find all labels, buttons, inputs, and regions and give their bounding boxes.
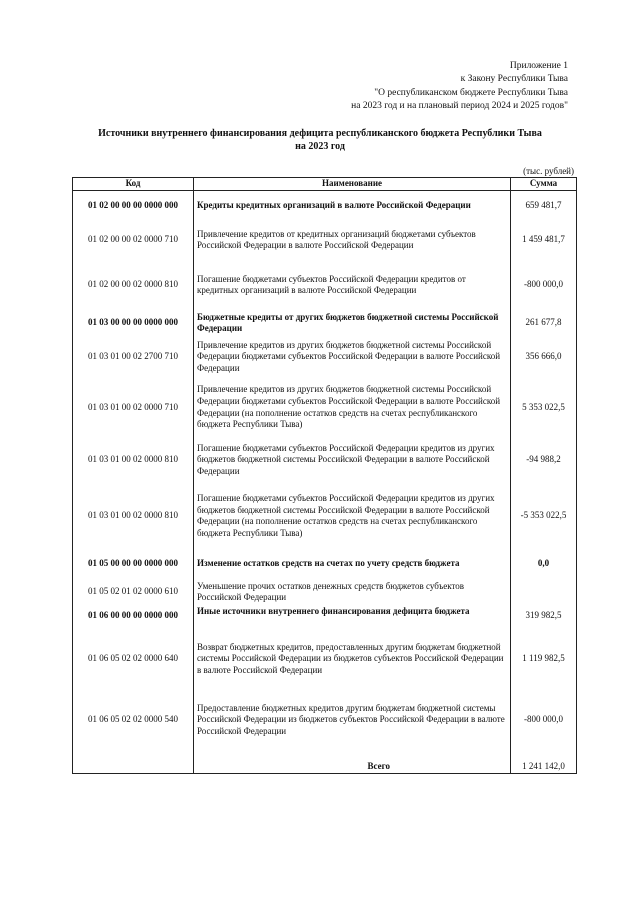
row-name: Возврат бюджетных кредитов, предоставленных другим бюджетам бюджетной системы Российской Федерации из бюджетов субъектов Российской Федерации в валюте Российской Федерации bbox=[194, 627, 511, 691]
row-sum: 356 666,0 bbox=[511, 336, 577, 378]
row-code: 01 03 00 00 00 0000 000 bbox=[73, 310, 194, 336]
total-sum: 1 241 142,0 bbox=[511, 749, 577, 773]
appendix-line: "О республиканском бюджете Республики Тыва bbox=[374, 87, 568, 98]
title-line: на 2023 год bbox=[295, 141, 345, 152]
row-sum: 5 353 022,5 bbox=[511, 378, 577, 437]
row-sum bbox=[511, 579, 577, 605]
row-sum: -5 353 022,5 bbox=[511, 483, 577, 549]
appendix-line: Приложение 1 bbox=[509, 61, 568, 71]
table-row bbox=[73, 627, 577, 691]
row-name: Привлечение кредитов от кредитных организаций бюджетами субъектов Российской Федерации в валюте Российской Федерации bbox=[194, 220, 511, 260]
row-code: 01 03 01 00 02 0000 810 bbox=[73, 437, 194, 483]
row-sum: 1 119 982,5 bbox=[511, 627, 577, 691]
row-code: 01 03 01 00 02 0000 710 bbox=[73, 378, 194, 437]
row-sum: 1 459 481,7 bbox=[511, 220, 577, 260]
row-name: Уменьшение прочих остатков денежных средств бюджетов субъектов Российской Федерации bbox=[194, 579, 511, 605]
table-row bbox=[73, 190, 577, 220]
table-row bbox=[73, 549, 577, 579]
row-sum: 261 677,8 bbox=[511, 310, 577, 336]
table-row bbox=[73, 260, 577, 310]
row-name: Привлечение кредитов из других бюджетов бюджетной системы Российской Федерации бюджетами субъектов Российской Федерации в валюте Российской Федерации (на пополнение остатков средств на счетах республиканского бюджета Республики Тыва) bbox=[194, 378, 511, 437]
row-code: 01 06 05 02 02 0000 640 bbox=[73, 627, 194, 691]
row-sum: -800 000,0 bbox=[511, 260, 577, 310]
appendix-line: на 2023 год и на плановый период 2024 и 2025 годов" bbox=[351, 100, 568, 111]
row-code: 01 02 00 00 02 0000 710 bbox=[73, 220, 194, 260]
row-name: Привлечение кредитов из других бюджетов бюджетной системы Российской Федерации бюджетами субъектов Российской Федерации в валюте Российской Федерации bbox=[194, 336, 511, 378]
row-code: 01 06 05 02 02 0000 540 bbox=[73, 691, 194, 749]
table-row bbox=[73, 336, 577, 378]
table-row bbox=[73, 605, 577, 627]
row-sum: -94 988,2 bbox=[511, 437, 577, 483]
title-line: Источники внутреннего финансирования дефицита республиканского бюджета Республики Тыва bbox=[98, 128, 542, 139]
row-name: Бюджетные кредиты от других бюджетов бюджетной системы Российской Федерации bbox=[194, 310, 511, 336]
row-name: Кредиты кредитных организаций в валюте Российской Федерации bbox=[194, 190, 511, 220]
table-row bbox=[73, 220, 577, 260]
table-row bbox=[73, 437, 577, 483]
row-name: Погашение бюджетами субъектов Российской Федерации кредитов из других бюджетов бюджетной системы Российской Федерации в валюте Российской Федерации (на пополнение остатков средств на счетах республиканского бюджета Республики Тыва) bbox=[194, 483, 511, 549]
header-code: Код bbox=[73, 178, 194, 191]
appendix-note bbox=[351, 60, 568, 113]
row-sum: -800 000,0 bbox=[511, 691, 577, 749]
row-sum: 659 481,7 bbox=[511, 190, 577, 220]
total-code-cell bbox=[73, 749, 194, 773]
table-header-row bbox=[73, 178, 577, 191]
row-sum: 319 982,5 bbox=[511, 605, 577, 627]
row-code: 01 02 00 00 02 0000 810 bbox=[73, 260, 194, 310]
table-row bbox=[73, 378, 577, 437]
row-sum: 0,0 bbox=[511, 549, 577, 579]
table-row bbox=[73, 310, 577, 336]
row-code: 01 05 02 01 02 0000 610 bbox=[73, 579, 194, 605]
table-row bbox=[73, 579, 577, 605]
row-code: 01 06 00 00 00 0000 000 bbox=[73, 605, 194, 627]
row-code: 01 05 00 00 00 0000 000 bbox=[73, 549, 194, 579]
header-sum: Сумма bbox=[511, 178, 577, 191]
units-label: (тыс. рублей) bbox=[523, 166, 574, 176]
row-name: Погашение бюджетами субъектов Российской Федерации кредитов от кредитных организаций в валюте Российской Федерации bbox=[194, 260, 511, 310]
financing-table bbox=[72, 177, 577, 774]
row-name: Предоставление бюджетных кредитов другим бюджетам бюджетной системы Российской Федерации из бюджетов субъектов Российской Федерации в валюте Российской Федерации bbox=[194, 691, 511, 749]
appendix-line: к Закону Республики Тыва bbox=[460, 74, 568, 85]
row-name: Погашение бюджетами субъектов Российской Федерации кредитов из других бюджетов бюджетной системы Российской Федерации в валюте Российской Федерации bbox=[194, 437, 511, 483]
total-label: Всего bbox=[194, 749, 511, 773]
row-code: 01 03 01 00 02 2700 710 bbox=[73, 336, 194, 378]
row-code: 01 03 01 00 02 0000 810 bbox=[73, 483, 194, 549]
row-name: Изменение остатков средств на счетах по учету средств бюджета bbox=[194, 549, 511, 579]
document-title bbox=[60, 127, 580, 153]
row-name: Иные источники внутреннего финансирования дефицита бюджета bbox=[194, 605, 511, 627]
header-name: Наименование bbox=[194, 178, 511, 191]
table-row bbox=[73, 483, 577, 549]
total-row bbox=[73, 749, 577, 773]
table-row bbox=[73, 691, 577, 749]
row-code: 01 02 00 00 00 0000 000 bbox=[73, 190, 194, 220]
